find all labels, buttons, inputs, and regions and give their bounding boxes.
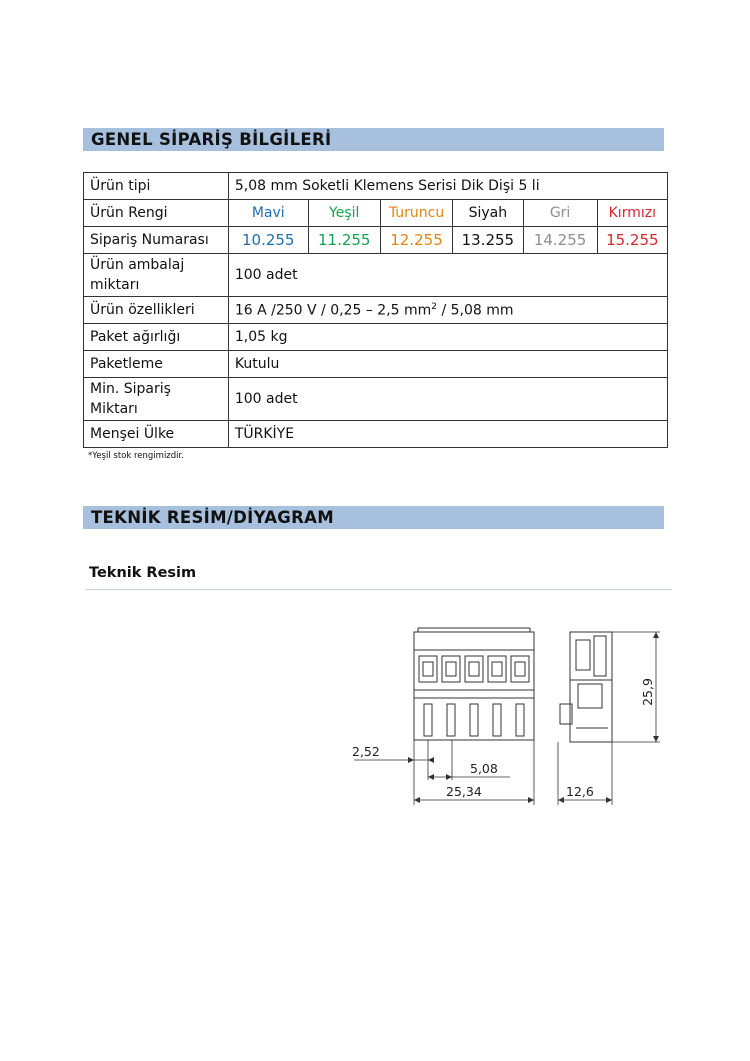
label-siparis-numarasi: Sipariş Numarası — [84, 227, 229, 254]
dim-depth: 12,6 — [566, 784, 594, 799]
side-view — [560, 632, 612, 742]
ozellikler-part1: 16 A /250 V / 0,25 – 2,5 mm — [234, 302, 432, 319]
label-min-siparis-line2: Miktarı — [90, 401, 138, 417]
screw-hole — [446, 662, 456, 676]
pin-slot — [424, 704, 432, 736]
order-no-turuncu: 12.255 — [380, 227, 452, 254]
order-no-gri: 14.255 — [523, 227, 597, 254]
section-title-teknik: TEKNİK RESİM/DİYAGRAM — [83, 506, 664, 529]
stock-note: *Yeşil stok rengimizdir. — [88, 451, 184, 461]
screw-hole — [515, 662, 525, 676]
color-yesil: Yeşil — [308, 200, 380, 227]
terminal-opening — [488, 656, 506, 682]
label-urun-tipi: Ürün tipi — [84, 173, 229, 200]
color-siyah: Siyah — [453, 200, 523, 227]
order-no-yesil: 11.255 — [308, 227, 380, 254]
color-mavi: Mavi — [228, 200, 308, 227]
label-ambalaj-line1: Ürün ambalaj — [90, 257, 185, 273]
label-ambalaj — [84, 254, 229, 297]
label-ambalaj-line2: miktarı — [90, 277, 140, 293]
label-min-siparis-line1: Min. Sipariş — [90, 381, 171, 397]
value-mensei: TÜRKİYE — [228, 421, 667, 448]
dim-pitch-offset: 2,52 — [352, 744, 380, 759]
terminal-opening — [442, 656, 460, 682]
front-view-slots — [419, 656, 529, 736]
screw-hole — [492, 662, 502, 676]
screw-hole — [423, 662, 433, 676]
technical-drawing — [340, 620, 670, 810]
color-gri: Gri — [523, 200, 597, 227]
terminal-opening — [465, 656, 483, 682]
value-ozellikler — [228, 297, 667, 324]
order-no-siyah: 13.255 — [453, 227, 523, 254]
order-info-table — [83, 172, 668, 448]
table-row — [84, 227, 668, 254]
table-row — [84, 173, 668, 200]
terminal-opening — [511, 656, 529, 682]
value-paketleme: Kutulu — [228, 351, 667, 378]
table-row — [84, 378, 668, 421]
value-min-siparis: 100 adet — [228, 378, 667, 421]
color-kirmizi: Kırmızı — [597, 200, 667, 227]
table-row — [84, 297, 668, 324]
value-agirlik: 1,05 kg — [228, 324, 667, 351]
table-row — [84, 421, 668, 448]
divider — [86, 589, 672, 590]
label-urun-rengi: Ürün Rengi — [84, 200, 229, 227]
ozellikler-part2: / 5,08 mm — [437, 302, 514, 319]
dim-height: 25,9 — [640, 678, 655, 706]
section-title-genel: GENEL SİPARİŞ BİLGİLERİ — [83, 128, 664, 151]
value-ambalaj: 100 adet — [228, 254, 667, 297]
order-no-mavi: 10.255 — [228, 227, 308, 254]
dim-pitch: 5,08 — [470, 761, 498, 776]
ozellikler-superscript: 2 — [431, 301, 438, 312]
table-row — [84, 254, 668, 297]
label-mensei: Menşei Ülke — [84, 421, 229, 448]
pin-slot — [493, 704, 501, 736]
terminal-opening — [419, 656, 437, 682]
screw-hole — [469, 662, 479, 676]
dim-width: 25,34 — [446, 784, 482, 799]
label-agirlik: Paket ağırlığı — [84, 324, 229, 351]
pin-slot — [516, 704, 524, 736]
label-min-siparis — [84, 378, 229, 421]
label-ozellikler: Ürün özellikleri — [84, 297, 229, 324]
color-turuncu: Turuncu — [380, 200, 452, 227]
table-row — [84, 200, 668, 227]
subheading-teknik-resim: Teknik Resim — [89, 565, 197, 581]
pin-slot — [447, 704, 455, 736]
order-no-kirmizi: 15.255 — [597, 227, 667, 254]
pin-slot — [470, 704, 478, 736]
label-paketleme: Paketleme — [84, 351, 229, 378]
table-row — [84, 351, 668, 378]
table-row — [84, 324, 668, 351]
value-urun-tipi: 5,08 mm Soketli Klemens Serisi Dik Dişi 5 li — [228, 173, 667, 200]
